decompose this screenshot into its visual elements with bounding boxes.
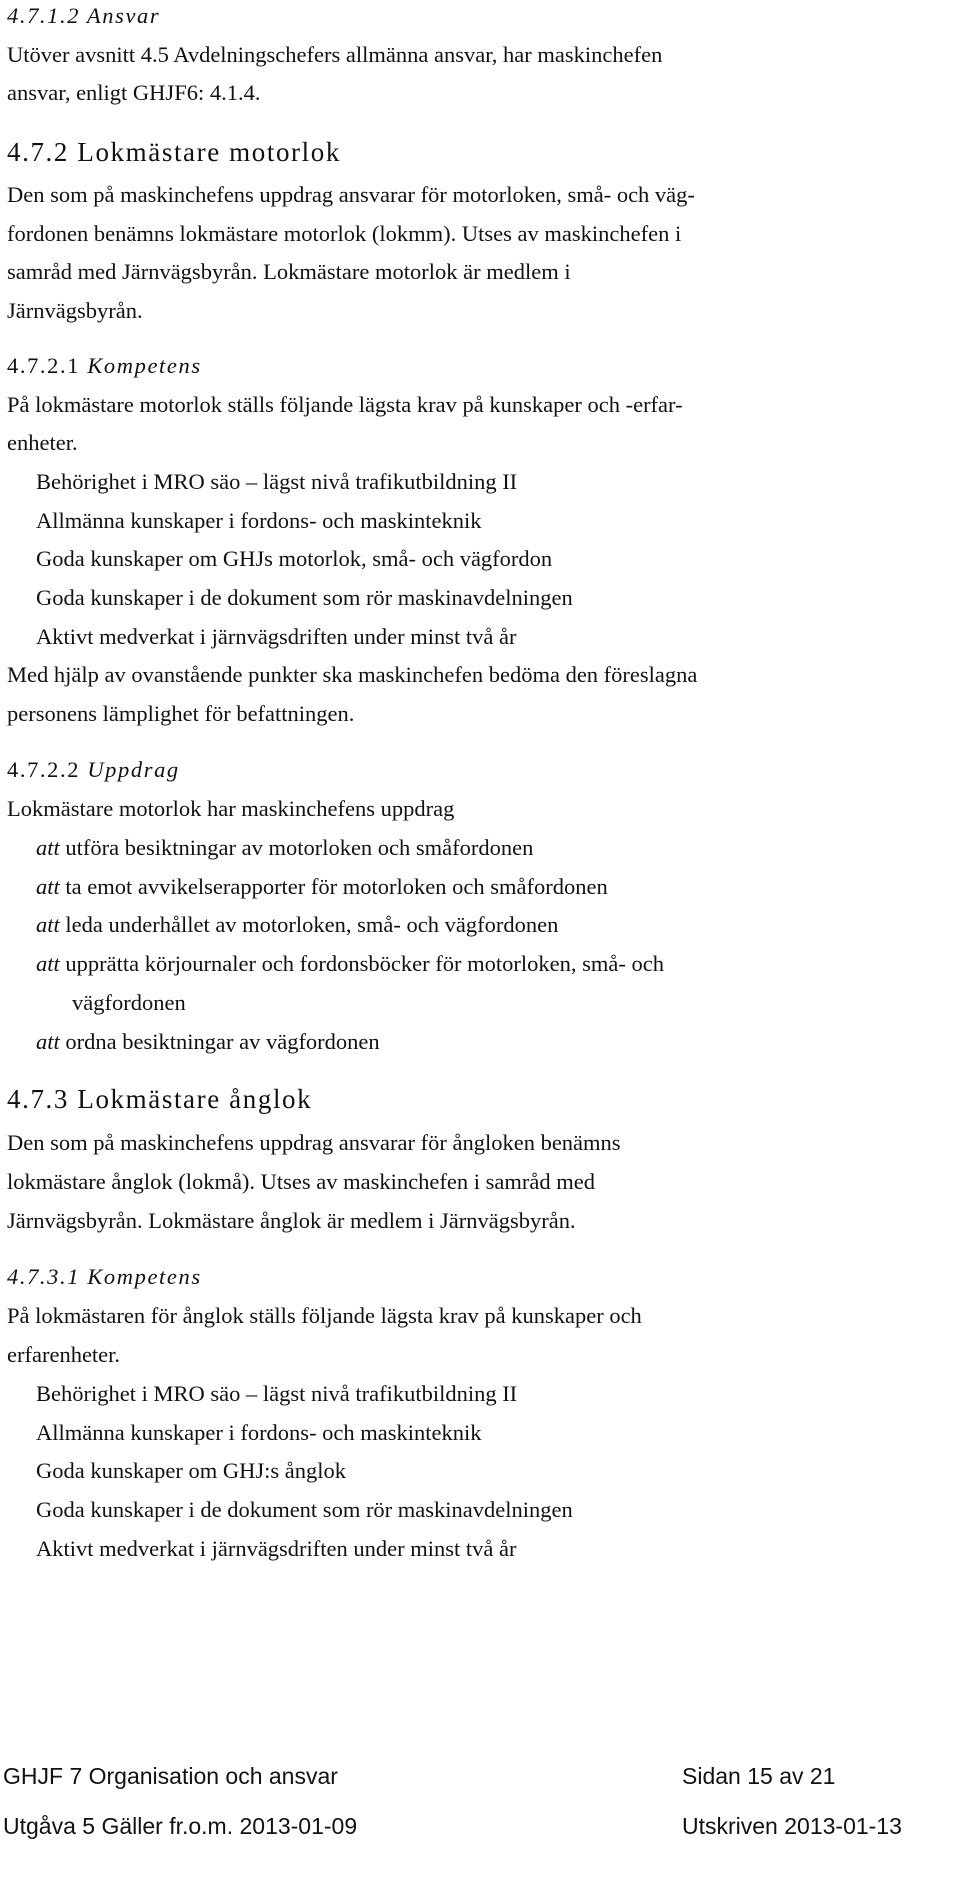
heading-number: 4.7.2 (7, 137, 69, 167)
paragraph-line: På lokmästaren för ånglok ställs följande lägsta krav på kunskaper och (7, 1303, 642, 1328)
heading-title: Ansvar (86, 3, 161, 28)
section-heading-4731 (7, 1263, 202, 1291)
requirement-item: Goda kunskaper i de dokument som rör maskinavdelningen (36, 1497, 573, 1522)
task-text: ta emot avvikelserapporter för motorloken och småfordonen (65, 874, 608, 899)
paragraph-line: erfarenheter. (7, 1342, 121, 1367)
att-marker: att (36, 835, 60, 860)
heading-title: Uppdrag (87, 757, 180, 782)
paragraph-line: lokmästare ånglok (lokmå). Utses av maskinchefen i samråd med (7, 1169, 595, 1194)
requirement-item: Goda kunskaper om GHJs motorlok, små- och vägfordon (36, 546, 553, 571)
paragraph-line: Med hjälp av ovanstående punkter ska maskinchefen bedöma den föreslagna (7, 662, 698, 687)
task-item (36, 1028, 380, 1056)
footer-page-number: Sidan 15 av 21 (682, 1763, 836, 1789)
heading-number: 4.7.2.1 (7, 353, 81, 378)
task-item (36, 873, 608, 901)
heading-title: Lokmästare ånglok (77, 1084, 313, 1114)
requirement-item: Allmänna kunskaper i fordons- och maskinteknik (36, 508, 482, 533)
footer-printed-date: Utskriven 2013-01-13 (682, 1813, 902, 1839)
att-marker: att (36, 912, 60, 937)
requirement-item: Behörighet i MRO säo – lägst nivå trafikutbildning II (36, 1381, 518, 1406)
task-text: ordna besiktningar av vägfordonen (65, 1029, 380, 1054)
att-marker: att (36, 1029, 60, 1054)
task-item (36, 950, 664, 978)
requirement-item: Aktivt medverkat i järnvägsdriften under minst två år (36, 1536, 517, 1561)
task-text: upprätta körjournaler och fordonsböcker för motorloken, små- och (65, 951, 664, 976)
section-heading-4722 (7, 756, 180, 784)
heading-title: Kompetens (87, 1264, 202, 1289)
task-text: utföra besiktningar av motorloken och småfordonen (65, 835, 534, 860)
requirement-item: Aktivt medverkat i järnvägsdriften under minst två år (36, 624, 517, 649)
paragraph-line: ansvar, enligt GHJF6: 4.1.4. (7, 80, 261, 105)
paragraph-line: Den som på maskinchefens uppdrag ansvarar för ångloken benämns (7, 1130, 621, 1155)
paragraph-line: samråd med Järnvägsbyrån. Lokmästare motorlok är medlem i (7, 259, 571, 284)
task-item (36, 911, 558, 939)
task-item (36, 834, 533, 862)
requirement-item: Goda kunskaper om GHJ:s ånglok (36, 1458, 346, 1483)
footer-doc-title: GHJF 7 Organisation och ansvar (3, 1763, 338, 1789)
paragraph-line: Lokmästare motorlok har maskinchefens uppdrag (7, 796, 455, 821)
heading-number: 4.7.3.1 (7, 1264, 81, 1289)
paragraph-line: Järnvägsbyrån. Lokmästare ånglok är medlem i Järnvägsbyrån. (7, 1208, 576, 1233)
heading-number: 4.7.3 (7, 1084, 69, 1114)
section-heading-4721 (7, 352, 202, 380)
task-text: leda underhållet av motorloken, små- och vägfordonen (65, 912, 559, 937)
paragraph-line: På lokmästare motorlok ställs följande lägsta krav på kunskaper och -erfar- (7, 392, 683, 417)
heading-number: 4.7.1.2 (7, 3, 81, 28)
requirement-item: Allmänna kunskaper i fordons- och maskinteknik (36, 1420, 482, 1445)
section-heading-4712 (7, 2, 160, 30)
att-marker: att (36, 951, 60, 976)
section-heading-472 (7, 136, 341, 168)
section-heading-473 (7, 1083, 312, 1115)
paragraph-line: Järnvägsbyrån. (7, 298, 143, 323)
requirement-item: Goda kunskaper i de dokument som rör maskinavdelningen (36, 585, 573, 610)
requirement-item: Behörighet i MRO säo – lägst nivå trafikutbildning II (36, 469, 518, 494)
heading-number: 4.7.2.2 (7, 757, 81, 782)
heading-title: Kompetens (87, 353, 202, 378)
paragraph-line: personens lämplighet för befattningen. (7, 701, 355, 726)
task-item-continuation: vägfordonen (72, 990, 186, 1015)
paragraph-line: fordonen benämns lokmästare motorlok (lokmm). Utses av maskinchefen i (7, 221, 682, 246)
footer-edition: Utgåva 5 Gäller fr.o.m. 2013-01-09 (3, 1813, 358, 1839)
paragraph-line: Den som på maskinchefens uppdrag ansvarar för motorloken, små- och väg- (7, 182, 695, 207)
paragraph-line: Utöver avsnitt 4.5 Avdelningschefers allmänna ansvar, har maskinchefen (7, 42, 663, 67)
paragraph-line: enheter. (7, 430, 78, 455)
att-marker: att (36, 874, 60, 899)
heading-title: Lokmästare motorlok (77, 137, 341, 167)
